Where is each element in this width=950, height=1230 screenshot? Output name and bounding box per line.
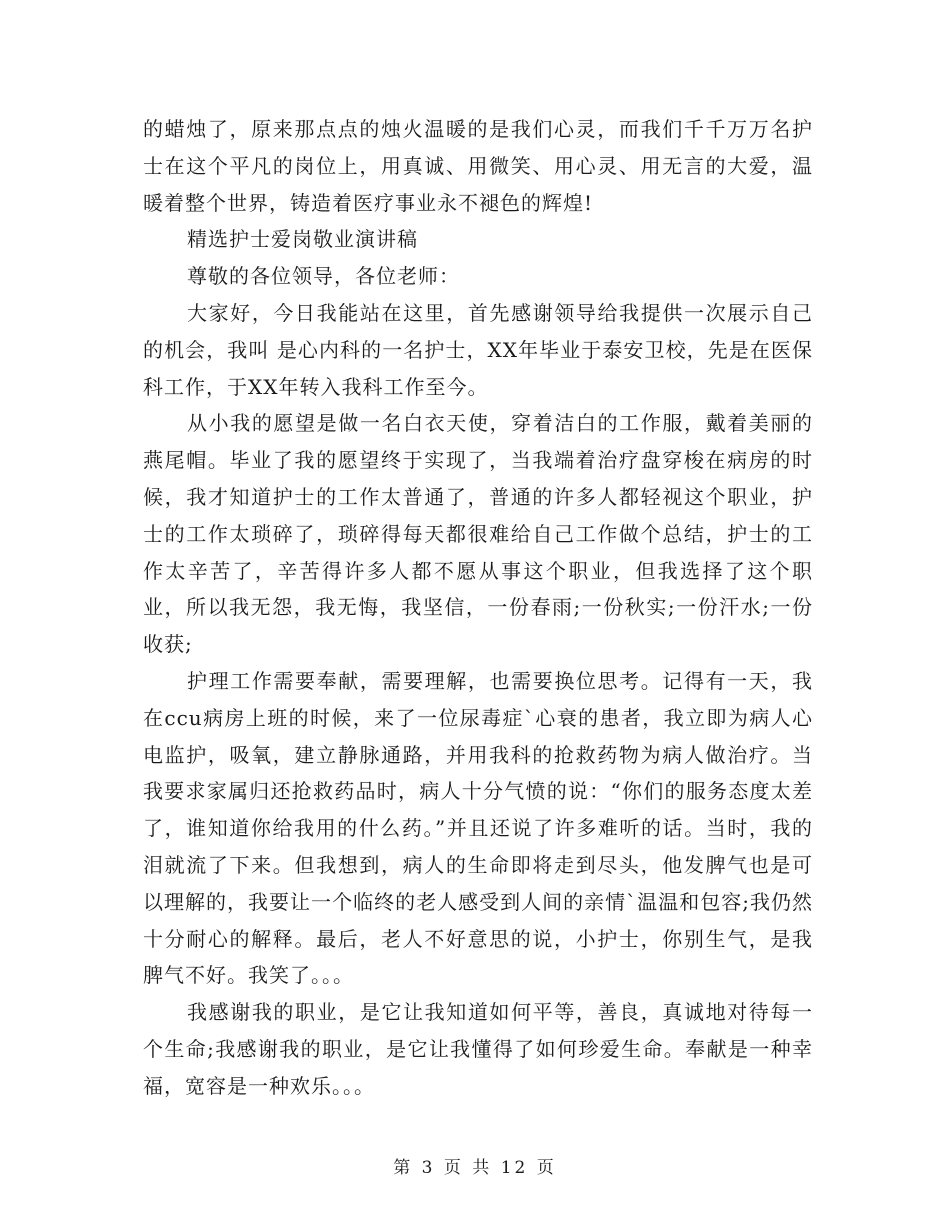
paragraph-introduction: 大家好，今日我能站在这里，首先感谢领导给我提供一次展示自己的机会，我叫 是心内科的一名护士，XX年毕业于泰安卫校，先是在医保科工作，于XX年转入我科工作至今。 xyxy=(143,300,813,399)
paragraph-gratitude: 我感谢我的职业，是它让我知道如何平等，善良，真诚地对待每一个生命;我感谢我的职业，是它让我懂得了如何珍爱生命。奉献是一种幸福，宽容是一种欢乐。。。 xyxy=(143,1000,813,1098)
paragraph-childhood-wish: 从小我的愿望是做一名白衣天使，穿着洁白的工作服，戴着美丽的燕尾帽。毕业了我的愿望终于实现了，当我端着治疗盘穿梭在病房的时候，我才知道护士的工作太普通了，普通的许多人都轻视这个职业，护士的工作太琐碎了，琐碎得每天都很难给自己工作做个总结，护士的工作太辛苦了，辛苦得许多人都不愿从事这个职业，但我选择了这个职业，所以我无怨，我无悔，我坚信，一份春雨;一份秋实;一份汗水;一份收获; xyxy=(143,411,813,657)
paragraph-ccu-story: 护理工作需要奉献，需要理解，也需要换位思考。记得有一天，我在ccu病房上班的时候，来了一位尿毒症`心衰的患者，我立即为病人心电监护，吸氧，建立静脉通路，并用我科的抢救药物为病人做治疗。当我要求家属归还抢救药品时，病人十分气愤的说：“你们的服务态度太差了，谁知道你给我用的什么药。”并且还说了许多难听的话。当时，我的泪就流了下来。但我想到，病人的生命即将走到尽头，他发脾气也是可以理解的，我要让一个临终的老人感受到人间的亲情`温温和包容;我仍然十分耐心的解释。最后，老人不好意思的说，小护士，你别生气，是我脾气不好。我笑了。。。 xyxy=(143,668,813,988)
paragraph-continuation: 的蜡烛了，原来那点点的烛火温暖的是我们心灵，而我们千千万万名护士在这个平凡的岗位上，用真诚、用微笑、用心灵、用无言的大爱，温暖着整个世界，铸造着医疗事业永不褪色的辉煌! xyxy=(143,117,813,215)
document-body xyxy=(143,111,813,1105)
speech-title: 精选护士爱岗敬业演讲稿 xyxy=(187,227,418,252)
page-number-footer: 第 3 页 共 12 页 xyxy=(393,1158,557,1178)
salutation: 尊敬的各位领导，各位老师： xyxy=(187,264,460,289)
